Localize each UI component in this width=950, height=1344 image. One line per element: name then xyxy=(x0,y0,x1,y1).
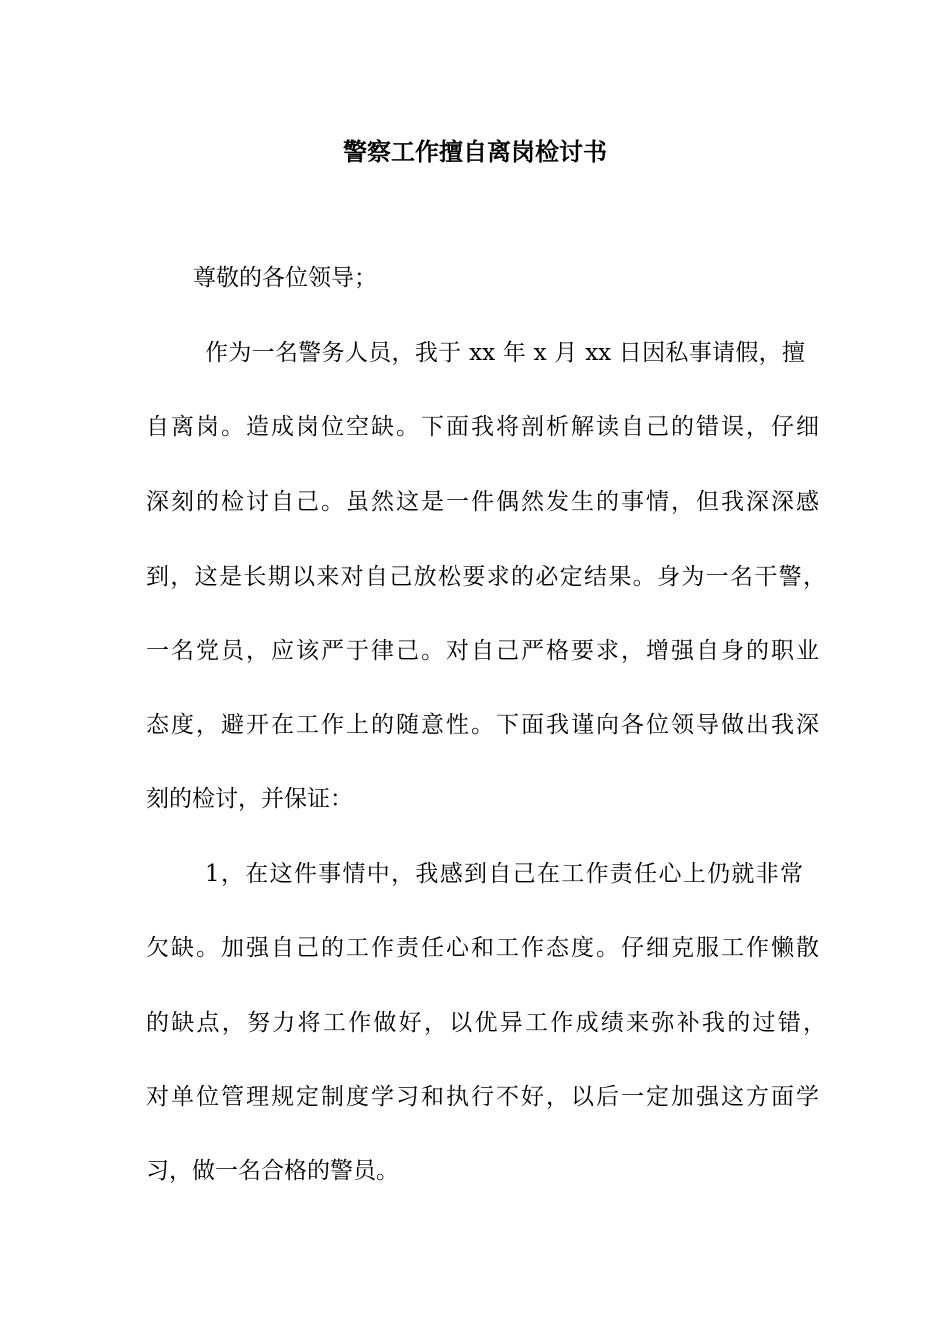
paragraph-line: 作为一名警务人员，我于 xx 年 x 月 xx 日因私事请假，擅 xyxy=(205,340,805,366)
paragraph-line: 自离岗。造成岗位空缺。下面我将剖析解读自己的错误，仔细 xyxy=(146,414,819,440)
paragraph-line: 刻的检讨，并保证： xyxy=(146,786,353,812)
paragraph-line: 态度，避开在工作上的随意性。下面我谨向各位领导做出我深 xyxy=(146,712,819,738)
paragraph-line: 到，这是长期以来对自己放松要求的必定结果。身为一名干警， xyxy=(146,564,826,590)
paragraph-line: 一名党员，应该严于律己。对自己严格要求，增强自身的职业 xyxy=(146,638,819,664)
paragraph-line: 习，做一名合格的警员。 xyxy=(146,1158,399,1184)
paragraph-line: 对单位管理规定制度学习和执行不好，以后一定加强这方面学 xyxy=(146,1084,819,1110)
paragraph-line: 1，在这件事情中，我感到自己在工作责任心上仍就非常 xyxy=(205,861,803,887)
paragraph-line: 深刻的检讨自己。虽然这是一件偶然发生的事情，但我深深感 xyxy=(146,489,819,515)
paragraph-line: 欠缺。加强自己的工作责任心和工作态度。仔细克服工作懒散 xyxy=(146,935,819,961)
document-title: 警察工作擅自离岗检讨书 xyxy=(343,137,607,166)
salutation: 尊敬的各位领导； xyxy=(193,265,377,291)
paragraph-line: 的缺点，努力将工作做好，以优异工作成绩来弥补我的过错， xyxy=(146,1010,826,1036)
